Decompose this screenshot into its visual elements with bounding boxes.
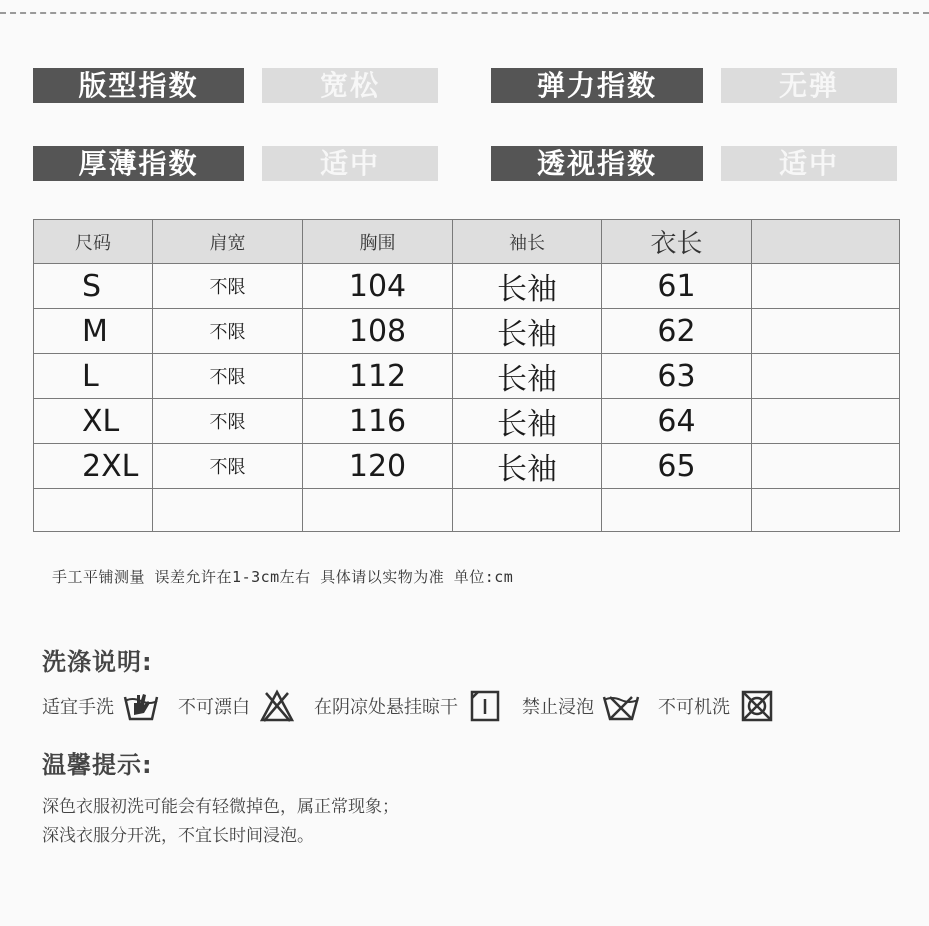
care-item-hand-wash <box>42 689 160 723</box>
fit-index-value: 宽松 <box>262 68 438 103</box>
cell-shoulder: 不限 <box>153 264 303 309</box>
cell-chest: 120 <box>303 444 453 489</box>
measurement-note: 手工平铺测量 误差允许在1-3cm左右 具体请以实物为准 单位:cm <box>52 568 514 586</box>
stretch-index-value: 无弹 <box>721 68 897 103</box>
no-machine-wash-icon <box>738 689 776 723</box>
cell-blank <box>752 354 900 399</box>
size-chart-header-row <box>34 220 900 264</box>
header-chest: 胸围 <box>303 220 453 264</box>
cell-length: 61 <box>602 264 752 309</box>
care-item-no-soak <box>522 689 640 723</box>
sheer-index-value: 适中 <box>721 146 897 181</box>
cell-length: 65 <box>602 444 752 489</box>
cell-size: XL <box>34 399 153 444</box>
care-symbols-row <box>42 688 902 724</box>
cell-chest: 112 <box>303 354 453 399</box>
hand-wash-icon <box>122 689 160 723</box>
cell-chest: 108 <box>303 309 453 354</box>
empty-cell <box>34 489 153 532</box>
table-row <box>34 399 900 444</box>
thickness-index-label: 厚薄指数 <box>33 146 244 181</box>
care-label: 不可漂白 <box>178 697 250 718</box>
top-dashed-divider <box>0 12 929 14</box>
cell-size: L <box>34 354 153 399</box>
empty-cell <box>303 489 453 532</box>
table-row <box>34 264 900 309</box>
tip-line-1: 深色衣服初洗可能会有轻微掉色，属正常现象； <box>42 797 399 817</box>
care-item-line-dry <box>314 689 504 723</box>
tips-title: 温馨提示: <box>42 751 153 779</box>
washing-title: 洗涤说明: <box>42 648 153 676</box>
cell-shoulder: 不限 <box>153 309 303 354</box>
empty-cell <box>453 489 602 532</box>
header-shoulder: 肩宽 <box>153 220 303 264</box>
stretch-index-label: 弹力指数 <box>491 68 703 103</box>
table-row <box>34 444 900 489</box>
header-length: 衣长 <box>602 220 752 264</box>
care-item-no-machine-wash <box>658 689 776 723</box>
header-size: 尺码 <box>34 220 153 264</box>
cell-sleeve: 长袖 <box>453 354 602 399</box>
cell-size: M <box>34 309 153 354</box>
sheer-index-label: 透视指数 <box>491 146 703 181</box>
size-chart-table <box>33 219 900 532</box>
empty-cell <box>752 489 900 532</box>
cell-shoulder: 不限 <box>153 399 303 444</box>
table-row-empty <box>34 489 900 532</box>
cell-sleeve: 长袖 <box>453 264 602 309</box>
cell-blank <box>752 444 900 489</box>
thickness-index-value: 适中 <box>262 146 438 181</box>
cell-length: 62 <box>602 309 752 354</box>
care-label: 不可机洗 <box>658 697 730 718</box>
cell-blank <box>752 309 900 354</box>
cell-shoulder: 不限 <box>153 444 303 489</box>
cell-blank <box>752 264 900 309</box>
cell-size: 2XL <box>34 444 153 489</box>
cell-sleeve: 长袖 <box>453 399 602 444</box>
no-bleach-icon <box>258 689 296 723</box>
care-label: 适宜手洗 <box>42 697 114 718</box>
cell-blank <box>752 399 900 444</box>
empty-cell <box>153 489 303 532</box>
cell-length: 64 <box>602 399 752 444</box>
cell-size: S <box>34 264 153 309</box>
cell-chest: 104 <box>303 264 453 309</box>
table-row <box>34 354 900 399</box>
cell-sleeve: 长袖 <box>453 309 602 354</box>
line-dry-shade-icon <box>466 689 504 723</box>
header-sleeve: 袖长 <box>453 220 602 264</box>
cell-shoulder: 不限 <box>153 354 303 399</box>
care-label: 在阴凉处悬挂晾干 <box>314 697 458 718</box>
empty-cell <box>602 489 752 532</box>
care-label: 禁止浸泡 <box>522 697 594 718</box>
tip-line-2: 深浅衣服分开洗，不宜长时间浸泡。 <box>42 826 314 846</box>
care-item-no-bleach <box>178 689 296 723</box>
cell-sleeve: 长袖 <box>453 444 602 489</box>
cell-chest: 116 <box>303 399 453 444</box>
fit-index-label: 版型指数 <box>33 68 244 103</box>
no-soak-icon <box>602 689 640 723</box>
cell-length: 63 <box>602 354 752 399</box>
table-row <box>34 309 900 354</box>
header-blank <box>752 220 900 264</box>
